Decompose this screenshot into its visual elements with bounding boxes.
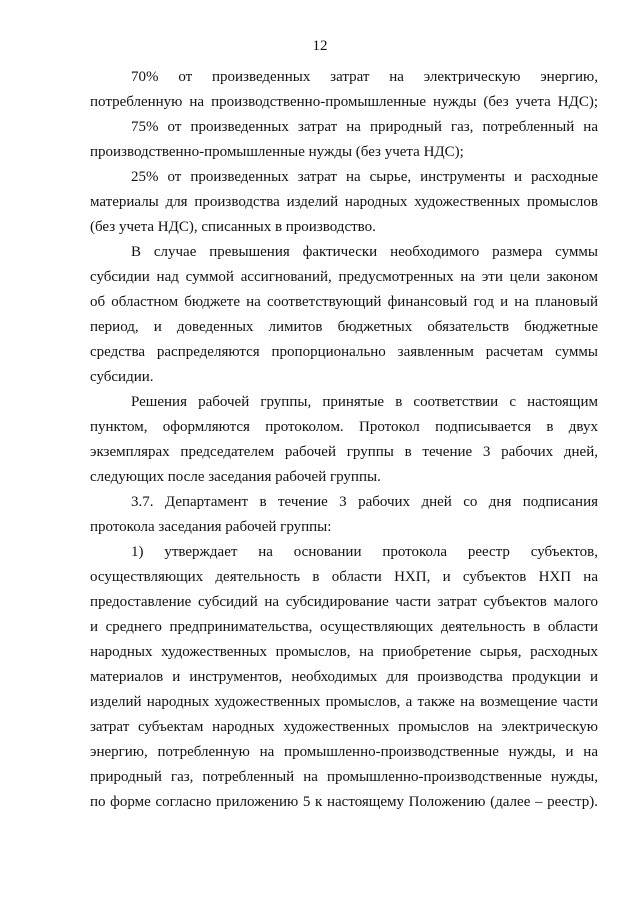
paragraph-excess-subsidy <box>90 240 598 390</box>
text-line: протокола заседания рабочей группы: <box>90 519 332 535</box>
paragraph-section-3-7 <box>90 490 598 540</box>
paragraph-electricity <box>90 65 598 115</box>
text-line: 3.7. Департамент в течение 3 рабочих дней со дня подписания <box>131 494 598 510</box>
text-line: по форме согласно приложению 5 к настоящему Положению (далее – реестр). <box>90 794 598 810</box>
text-line: средства распределяются пропорционально заявленным расчетам суммы <box>90 344 598 360</box>
text-line: 1) утверждает на основании протокола реестр субъектов, <box>131 544 598 560</box>
text-line: период, и доведенных лимитов бюджетных обязательств бюджетные <box>90 319 598 335</box>
document-body <box>90 65 598 815</box>
paragraph-registry <box>90 540 598 815</box>
text-line: об областном бюджете на соответствующий финансовый год и на плановый <box>90 294 598 310</box>
text-line: природный газ, потребленный на промышленно-производственные нужды, <box>90 769 598 785</box>
text-line: и среднего предпринимательства, осуществляющих деятельность в области <box>90 619 598 635</box>
text-line: осуществляющих деятельность в области НХП, и субъектов НХП на <box>90 569 598 585</box>
text-line: Решения рабочей группы, принятые в соответствии с настоящим <box>131 394 598 410</box>
text-line: В случае превышения фактически необходимого размера суммы <box>131 244 598 260</box>
page-number: 12 <box>312 38 328 54</box>
text-line: (без учета НДС), списанных в производство. <box>90 219 376 235</box>
text-line: экземплярах председателем рабочей группы в течение 3 рабочих дней, <box>90 444 598 460</box>
text-line: производственно-промышленные нужды (без учета НДС); <box>90 144 464 160</box>
text-line: субсидии. <box>90 369 154 385</box>
text-line: энергию, потребленную на промышленно-производственные нужды, и на <box>90 744 598 760</box>
text-line: 70% от произведенных затрат на электрическую энергию, <box>131 69 598 85</box>
text-line: потребленную на производственно-промышленные нужды (без учета НДС); <box>90 94 598 110</box>
text-line: изделий народных художественных промыслов, а также на возмещение части <box>90 694 598 710</box>
text-line: предоставление субсидий на субсидирование части затрат субъектов малого <box>90 594 598 610</box>
paragraph-working-group-decisions <box>90 390 598 490</box>
text-line: затрат субъектам народных художественных промыслов на электрическую <box>90 719 598 735</box>
text-line: материалов и инструментов, необходимых для производства продукции и <box>90 669 598 685</box>
text-line: субсидии над суммой ассигнований, предусмотренных на эти цели законом <box>90 269 598 285</box>
text-line: народных художественных промыслов, на приобретение сырья, расходных <box>90 644 598 660</box>
text-line: пунктом, оформляются протоколом. Протокол подписывается в двух <box>90 419 598 435</box>
paragraph-gas <box>90 115 598 165</box>
text-line: следующих после заседания рабочей группы. <box>90 469 381 485</box>
text-line: 25% от произведенных затрат на сырье, инструменты и расходные <box>131 169 598 185</box>
paragraph-materials <box>90 165 598 240</box>
text-line: 75% от произведенных затрат на природный газ, потребленный на <box>131 119 598 135</box>
text-line: материалы для производства изделий народных художественных промыслов <box>90 194 598 210</box>
